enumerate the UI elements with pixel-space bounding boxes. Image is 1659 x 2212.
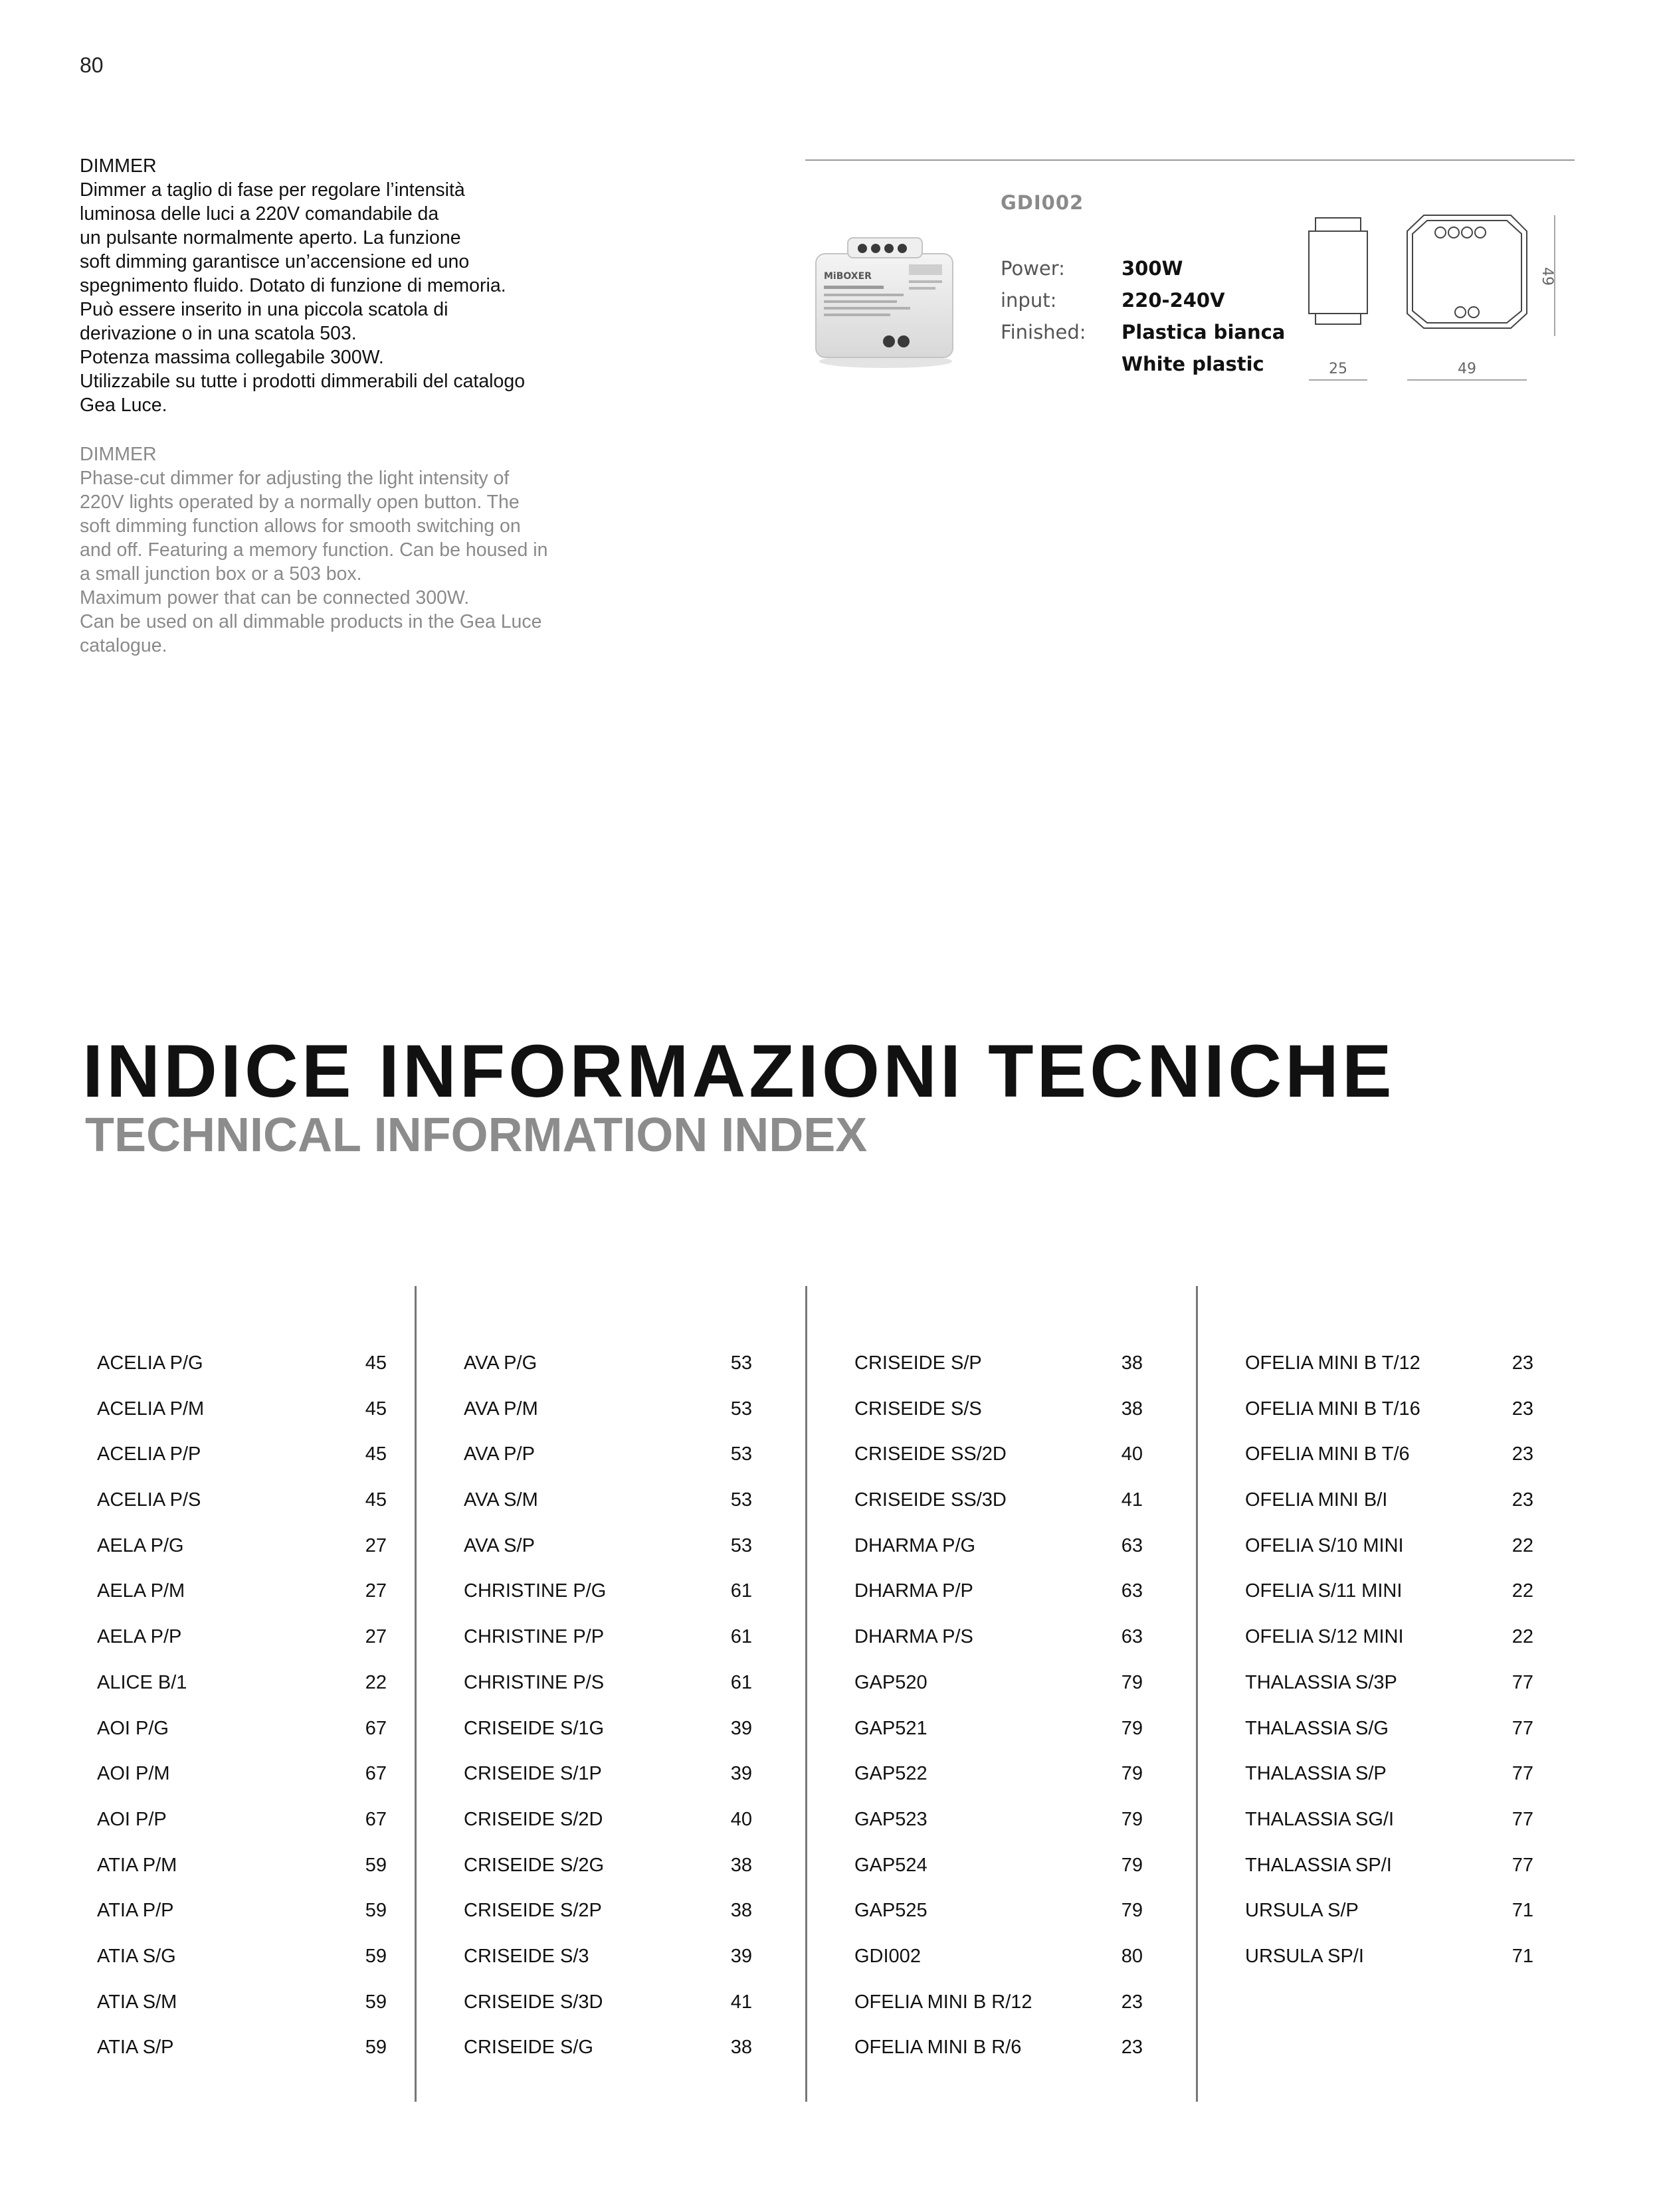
index-entry-name: THALASSIA S/G	[1245, 1717, 1389, 1739]
index-entry	[1245, 1845, 1533, 1891]
index-entry-page: 77	[1512, 1763, 1533, 1785]
index-entry-page: 71	[1512, 1945, 1533, 1967]
desc-it-line: Gea Luce.	[80, 395, 167, 416]
index-entry-name: OFELIA MINI B R/12	[854, 1991, 1032, 2013]
index-entry-page: 23	[1512, 1352, 1533, 1374]
spec-label: input:	[1001, 289, 1057, 312]
index-entry-page: 67	[365, 1763, 387, 1785]
index-entry	[464, 1708, 752, 1754]
index-entry	[854, 1617, 1143, 1663]
index-entry-page: 23	[1512, 1443, 1533, 1465]
index-entry-name: URSULA S/P	[1245, 1900, 1359, 1922]
index-entry	[854, 1434, 1143, 1480]
desc-it-line: un pulsante normalmente aperto. La funzione	[80, 227, 461, 248]
index-entry	[1245, 1434, 1533, 1480]
index-entry	[854, 1936, 1143, 1982]
index-entry-page: 77	[1512, 1808, 1533, 1830]
index-entry-name: AVA P/P	[464, 1443, 535, 1465]
page-number: 80	[80, 53, 104, 77]
index-entry	[854, 1571, 1143, 1617]
product-divider	[805, 159, 1575, 161]
index-entry	[97, 1434, 387, 1480]
dimension-drawing	[1301, 210, 1567, 389]
index-entry	[97, 1845, 387, 1891]
spec-label: Power:	[1001, 257, 1065, 280]
index-entry	[97, 1480, 387, 1526]
index-entry	[1245, 1708, 1533, 1754]
index-entry-name: CRISEIDE S/2D	[464, 1808, 603, 1830]
product-specs	[1001, 252, 1285, 380]
index-entry	[97, 1526, 387, 1572]
index-entry-page: 22	[365, 1671, 387, 1693]
index-entry-page: 39	[730, 1945, 752, 1967]
index-entry-name: CRISEIDE S/2G	[464, 1854, 605, 1876]
index-entry-name: ATIA P/M	[97, 1854, 177, 1876]
index-entry	[464, 1663, 752, 1708]
index-entry-page: 59	[365, 1991, 387, 2013]
desc-en-line: a small junction box or a 503 box.	[80, 563, 362, 585]
index-entry-page: 53	[730, 1398, 752, 1420]
column-divider	[1196, 1286, 1198, 2102]
desc-it-line: Utilizzabile su tutte i prodotti dimmerabili del catalogo	[80, 371, 526, 392]
desc-it-line: Dimmer a taglio di fase per regolare l’intensità	[80, 179, 465, 201]
index-entry	[97, 1571, 387, 1617]
index-entry-page: 41	[730, 1991, 752, 2013]
index-entry-page: 45	[365, 1489, 387, 1511]
index-entry-page: 79	[1121, 1900, 1143, 1922]
index-entry	[1245, 1389, 1533, 1435]
index-entry	[97, 1890, 387, 1936]
index-entry-page: 41	[1121, 1489, 1143, 1511]
index-entry	[854, 1663, 1143, 1708]
desc-en-line: and off. Featuring a memory function. Can be housed in	[80, 539, 548, 561]
index-entry-page: 77	[1512, 1671, 1533, 1693]
index-entry	[854, 1982, 1143, 2028]
index-entry-name: ACELIA P/S	[97, 1489, 201, 1511]
index-entry-page: 27	[365, 1534, 387, 1556]
spec-value: 300W	[1122, 257, 1183, 280]
index-column-1	[97, 1343, 387, 2073]
index-column-3	[854, 1343, 1143, 2073]
spec-value: 220-240V	[1122, 289, 1225, 312]
index-entry-name: OFELIA MINI B R/6	[854, 2037, 1022, 2059]
index-entry-name: OFELIA S/10 MINI	[1245, 1534, 1404, 1556]
index-entry-name: OFELIA S/11 MINI	[1245, 1580, 1403, 1602]
index-entry-page: 59	[365, 1945, 387, 1967]
index-entry-page: 59	[365, 2037, 387, 2059]
index-entry-page: 38	[1121, 1352, 1143, 1374]
index-entry	[1245, 1617, 1533, 1663]
index-entry-page: 79	[1121, 1808, 1143, 1830]
desc-en-line: 220V lights operated by a normally open button. The	[80, 492, 520, 513]
index-entry-name: ATIA P/P	[97, 1900, 174, 1922]
index-entry-page: 77	[1512, 1854, 1533, 1876]
index-entry	[97, 1936, 387, 1982]
index-entry	[854, 1343, 1143, 1389]
depth-dimension: 25	[1329, 361, 1347, 377]
index-entry-name: OFELIA MINI B/I	[1245, 1489, 1388, 1511]
index-entry	[464, 1936, 752, 1982]
spec-label: Finished:	[1001, 321, 1086, 343]
index-entry-page: 79	[1121, 1717, 1143, 1739]
index-entry-name: AVA S/P	[464, 1534, 535, 1556]
index-entry-name: GAP520	[854, 1671, 927, 1693]
description-italian	[80, 154, 585, 417]
index-entry-name: ATIA S/M	[97, 1991, 177, 2013]
index-entry	[464, 1982, 752, 2028]
index-entry-page: 63	[1121, 1580, 1143, 1602]
index-entry-page: 61	[730, 1671, 752, 1693]
index-entry	[464, 1526, 752, 1572]
index-entry-page: 23	[1121, 2037, 1143, 2059]
index-entry-page: 22	[1512, 1626, 1533, 1648]
column-divider	[805, 1286, 807, 2102]
index-entry	[854, 1708, 1143, 1754]
index-entry-name: AVA P/G	[464, 1352, 537, 1374]
index-entry	[464, 1754, 752, 1799]
index-entry-name: ATIA S/G	[97, 1945, 176, 1967]
index-entry-page: 22	[1512, 1534, 1533, 1556]
index-entry-page: 61	[730, 1580, 752, 1602]
index-entry-name: THALASSIA S/3P	[1245, 1671, 1397, 1693]
index-entry	[1245, 1571, 1533, 1617]
desc-it-line: Può essere inserito in una piccola scatola di	[80, 299, 448, 320]
index-entry-name: AVA P/M	[464, 1398, 538, 1420]
index-entry	[464, 1799, 752, 1845]
desc-it-line: soft dimming garantisce un’accensione ed uno	[80, 251, 470, 272]
desc-en-line: catalogue.	[80, 635, 167, 656]
index-entry	[854, 1890, 1143, 1936]
index-entry-page: 59	[365, 1854, 387, 1876]
index-entry-page: 45	[365, 1398, 387, 1420]
index-entry	[97, 1389, 387, 1435]
index-entry	[1245, 1936, 1533, 1982]
index-entry-page: 45	[365, 1352, 387, 1374]
index-entry-page: 77	[1512, 1717, 1533, 1739]
index-entry-page: 53	[730, 1352, 752, 1374]
index-entry-page: 22	[1512, 1580, 1533, 1602]
index-title-italian: INDICE INFORMAZIONI TECNICHE	[82, 1030, 1395, 1113]
index-entry-name: GAP521	[854, 1717, 927, 1739]
index-entry-name: AOI P/M	[97, 1763, 170, 1785]
desc-en-line: DIMMER	[80, 444, 157, 465]
index-entry	[97, 1663, 387, 1708]
index-entry	[854, 1389, 1143, 1435]
index-entry-name: CHRISTINE P/G	[464, 1580, 607, 1602]
index-entry	[464, 1480, 752, 1526]
index-entry-name: CRISEIDE S/P	[854, 1352, 982, 1374]
index-entry-page: 79	[1121, 1854, 1143, 1876]
index-entry-name: DHARMA P/P	[854, 1580, 973, 1602]
spec-value: Plastica bianca	[1122, 321, 1286, 343]
index-entry-name: CRISEIDE S/S	[854, 1398, 982, 1420]
desc-it-line: Potenza massima collegabile 300W.	[80, 347, 384, 368]
index-entry	[1245, 1663, 1533, 1708]
index-entry-page: 39	[730, 1763, 752, 1785]
index-entry-name: AELA P/M	[97, 1580, 185, 1602]
index-entry	[97, 1708, 387, 1754]
desc-en-line: Maximum power that can be connected 300W.	[80, 587, 470, 608]
index-entry-name: DHARMA P/S	[854, 1626, 973, 1648]
index-entry	[464, 1343, 752, 1389]
index-entry	[97, 1982, 387, 2028]
index-entry	[854, 1799, 1143, 1845]
index-entry	[1245, 1526, 1533, 1572]
index-entry-page: 38	[730, 1854, 752, 1876]
index-entry	[97, 2027, 387, 2073]
index-entry-page: 63	[1121, 1626, 1143, 1648]
index-entry-page: 53	[730, 1534, 752, 1556]
desc-it-line: DIMMER	[80, 155, 157, 177]
index-title-english: TECHNICAL INFORMATION INDEX	[85, 1109, 868, 1162]
index-entry-page: 27	[365, 1626, 387, 1648]
index-entry-page: 71	[1512, 1900, 1533, 1922]
index-entry-page: 40	[1121, 1443, 1143, 1465]
index-entry-name: GAP522	[854, 1763, 927, 1785]
side-view-drawing	[1309, 218, 1367, 324]
spec-row-power	[1001, 252, 1285, 284]
desc-it-line: spegnimento fluido. Dotato di funzione di memoria.	[80, 275, 506, 296]
index-entry	[464, 1845, 752, 1891]
desc-it-line: luminosa delle luci a 220V comandabile da	[80, 203, 439, 225]
index-entry	[97, 1617, 387, 1663]
device-brand: MiBOXER	[824, 271, 872, 282]
index-entry-name: THALASSIA SG/I	[1245, 1808, 1395, 1830]
index-entry-name: ACELIA P/M	[97, 1398, 205, 1420]
index-entry-page: 45	[365, 1443, 387, 1465]
index-entry	[97, 1754, 387, 1799]
index-entry-name: ACELIA P/P	[97, 1443, 201, 1465]
index-entry	[854, 1845, 1143, 1891]
index-entry-name: URSULA SP/I	[1245, 1945, 1364, 1967]
index-entry-name: AOI P/G	[97, 1717, 169, 1739]
index-entry	[1245, 1890, 1533, 1936]
index-entry-name: CRISEIDE S/G	[464, 2037, 593, 2059]
index-entry	[854, 1526, 1143, 1572]
index-entry-page: 67	[365, 1717, 387, 1739]
index-entry-page: 63	[1121, 1534, 1143, 1556]
index-entry-page: 67	[365, 1808, 387, 1830]
index-entry-page: 23	[1121, 1991, 1143, 2013]
index-entry	[1245, 1754, 1533, 1799]
index-entry	[1245, 1480, 1533, 1526]
index-entry-page: 23	[1512, 1489, 1533, 1511]
desc-it-line: derivazione o in una scatola 503.	[80, 323, 357, 344]
front-view-drawing	[1407, 215, 1527, 328]
index-entry-name: ALICE B/1	[97, 1671, 187, 1693]
index-entry-name: OFELIA MINI B T/16	[1245, 1398, 1420, 1420]
index-entry	[464, 2027, 752, 2073]
index-entry-name: CRISEIDE S/1G	[464, 1717, 605, 1739]
index-entry	[97, 1343, 387, 1389]
desc-en-line: Can be used on all dimmable products in the Gea Luce	[80, 611, 542, 632]
index-entry-name: THALASSIA SP/I	[1245, 1854, 1392, 1876]
index-entry-page: 80	[1121, 1945, 1143, 1967]
product-code: GDI002	[1001, 191, 1084, 214]
index-entry-name: OFELIA S/12 MINI	[1245, 1626, 1404, 1648]
index-entry-page: 38	[730, 1900, 752, 1922]
index-entry	[1245, 1343, 1533, 1389]
spec-row-finished-en	[1001, 348, 1285, 380]
index-entry-page: 38	[1121, 1398, 1143, 1420]
width-dimension: 49	[1458, 361, 1476, 377]
index-entry	[464, 1389, 752, 1435]
index-entry-page: 39	[730, 1717, 752, 1739]
index-entry-page: 61	[730, 1626, 752, 1648]
index-entry-page: 23	[1512, 1398, 1533, 1420]
index-entry-name: CRISEIDE S/2P	[464, 1900, 602, 1922]
index-entry	[464, 1617, 752, 1663]
index-entry	[1245, 1799, 1533, 1845]
index-column-2	[464, 1343, 752, 2073]
index-entry-name: AELA P/G	[97, 1534, 184, 1556]
index-entry-name: CHRISTINE P/S	[464, 1671, 605, 1693]
index-entry-name: GAP525	[854, 1900, 927, 1922]
desc-en-line: soft dimming function allows for smooth switching on	[80, 515, 521, 537]
index-entry-page: 53	[730, 1489, 752, 1511]
index-entry-name: DHARMA P/G	[854, 1534, 976, 1556]
index-entry-name: AELA P/P	[97, 1626, 182, 1648]
index-entry-page: 59	[365, 1900, 387, 1922]
index-entry-name: GAP523	[854, 1808, 927, 1830]
index-entry-name: CRISEIDE S/1P	[464, 1763, 602, 1785]
index-entry-page: 79	[1121, 1763, 1143, 1785]
dimmer-product-image	[809, 230, 959, 375]
index-entry-page: 27	[365, 1580, 387, 1602]
index-column-4	[1245, 1343, 1533, 1982]
index-entry-name: CRISEIDE SS/2D	[854, 1443, 1007, 1465]
index-entry-page: 40	[730, 1808, 752, 1830]
column-divider	[415, 1286, 417, 2102]
index-entry	[854, 1754, 1143, 1799]
spec-row-finished	[1001, 316, 1285, 348]
index-entry-name: GAP524	[854, 1854, 927, 1876]
height-dimension: 49	[1539, 267, 1555, 286]
index-entry-page: 79	[1121, 1671, 1143, 1693]
index-entry-name: CHRISTINE P/P	[464, 1626, 605, 1648]
index-entry-name: CRISEIDE SS/3D	[854, 1489, 1007, 1511]
index-entry-name: ACELIA P/G	[97, 1352, 203, 1374]
spec-row-input	[1001, 284, 1285, 316]
index-entry-page: 53	[730, 1443, 752, 1465]
index-entry-name: OFELIA MINI B T/6	[1245, 1443, 1410, 1465]
index-entry	[464, 1890, 752, 1936]
description-english	[80, 442, 585, 658]
index-entry-name: CRISEIDE S/3D	[464, 1991, 603, 2013]
index-entry-name: THALASSIA S/P	[1245, 1763, 1387, 1785]
index-entry-name: OFELIA MINI B T/12	[1245, 1352, 1420, 1374]
index-entry	[854, 1480, 1143, 1526]
desc-en-line: Phase-cut dimmer for adjusting the light intensity of	[80, 468, 510, 489]
index-entry	[464, 1434, 752, 1480]
index-entry-name: ATIA S/P	[97, 2037, 174, 2059]
index-entry-page: 38	[730, 2037, 752, 2059]
index-entry	[854, 2027, 1143, 2073]
index-entry	[97, 1799, 387, 1845]
index-entry-name: AOI P/P	[97, 1808, 167, 1830]
spec-value: White plastic	[1122, 353, 1264, 375]
index-entry	[464, 1571, 752, 1617]
index-entry-name: AVA S/M	[464, 1489, 538, 1511]
index-entry-name: GDI002	[854, 1945, 921, 1967]
index-entry-name: CRISEIDE S/3	[464, 1945, 589, 1967]
